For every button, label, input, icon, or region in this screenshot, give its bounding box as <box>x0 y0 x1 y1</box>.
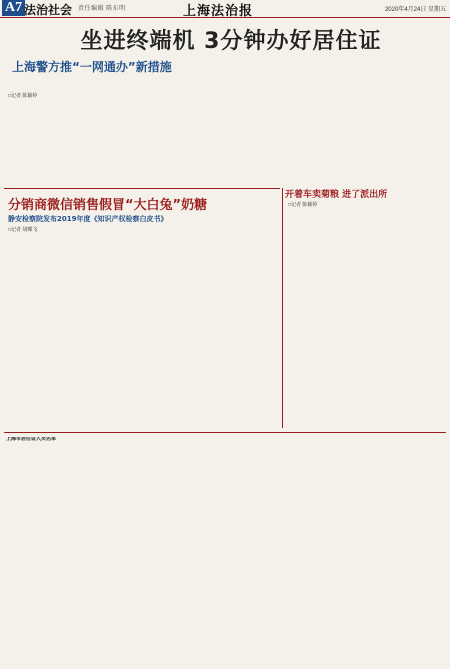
editors-line: 责任编辑 陈东明 <box>78 6 126 12</box>
third-byline: □记者 陈颖婷 <box>288 202 318 208</box>
masthead: 上海法治报 <box>183 3 254 18</box>
page-header <box>0 0 450 18</box>
lead-column-1 <box>6 100 108 184</box>
issue-date: 2020年4月24日 星期五 <box>384 7 446 13</box>
second-column-2 <box>100 234 190 426</box>
page-number: A7 <box>2 0 25 16</box>
second-column-1 <box>6 234 96 426</box>
second-headline: 分销商微信销售假冒“大白兔”奶糖 <box>8 198 208 213</box>
lead-column-2 <box>114 100 216 184</box>
third-column-2 <box>368 210 444 426</box>
second-byline: □记者 胡蝶飞 <box>8 227 38 233</box>
third-headline: 开着车卖菊粮 进了派出所 <box>285 190 388 200</box>
resident-list <box>4 432 446 669</box>
third-column-1 <box>288 210 364 426</box>
divider <box>282 188 283 428</box>
section-title: 法治社会 <box>24 3 73 17</box>
list-title: 上海市居住证人员名单 <box>6 437 57 442</box>
lead-column-4 <box>330 100 444 184</box>
list-column-1 <box>6 437 106 444</box>
lead-headline: 坐进终端机 3分钟办好居住证 <box>80 29 382 54</box>
divider <box>4 188 280 189</box>
lead-byline: □记者 陈颖婷 <box>8 93 38 99</box>
lead-subhead: 上海警方推“一网通办”新措施 <box>12 60 172 74</box>
second-column-3 <box>194 234 278 426</box>
second-subhead: 静安检察院发布2019年度《知识产权检察白皮书》 <box>8 215 168 223</box>
lead-column-3 <box>222 100 324 184</box>
